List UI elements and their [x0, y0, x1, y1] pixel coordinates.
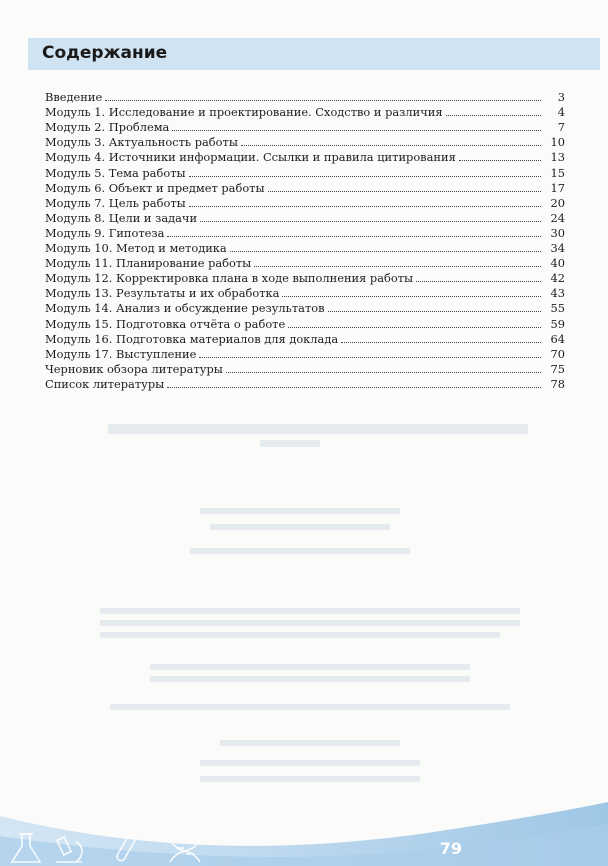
toc-entry-page: 75	[545, 362, 565, 376]
toc-entry	[45, 180, 565, 195]
toc-dot-leader	[226, 372, 541, 373]
toc-dot-leader	[105, 100, 541, 101]
toc-entry-title: Модуль 17. Выступление	[45, 347, 199, 361]
toc-entry-title: Модуль 13. Результаты и их обработка	[45, 286, 282, 300]
toc-entry-page: 7	[545, 120, 565, 134]
toc-entry-title: Модуль 2. Проблема	[45, 120, 172, 134]
toc-entry	[45, 331, 565, 346]
toc-entry	[45, 149, 565, 164]
toc-entry-page: 59	[545, 317, 565, 331]
toc-entry	[45, 300, 565, 315]
toc-entry-page: 13	[545, 150, 565, 164]
toc-dot-leader	[230, 251, 541, 252]
toc-entry	[45, 361, 565, 376]
toc-entry	[45, 134, 565, 149]
toc-entry-page: 17	[545, 181, 565, 195]
toc-dot-leader	[200, 221, 541, 222]
toc-entry-title: Модуль 3. Актуальность работы	[45, 135, 241, 149]
toc-entry-page: 20	[545, 196, 565, 210]
toc-entry	[45, 315, 565, 330]
toc-entry-page: 15	[545, 166, 565, 180]
toc-entry-page: 78	[545, 377, 565, 391]
toc-entry-title: Модуль 16. Подготовка материалов для доклада	[45, 332, 341, 346]
toc-entry-page: 64	[545, 332, 565, 346]
toc-entry-page: 24	[545, 211, 565, 225]
toc-entry	[45, 225, 565, 240]
toc-dot-leader	[167, 387, 541, 388]
toc-entry-title: Модуль 10. Метод и методика	[45, 241, 230, 255]
toc-entry-title: Введение	[45, 90, 105, 104]
toc-dot-leader	[459, 160, 541, 161]
toc-dot-leader	[199, 357, 541, 358]
toc-dot-leader	[288, 327, 541, 328]
toc-entry-page: 40	[545, 256, 565, 270]
toc-dot-leader	[172, 130, 541, 131]
toc-entry	[45, 285, 565, 300]
toc-dot-leader	[446, 115, 541, 116]
toc-entry-page: 55	[545, 301, 565, 315]
toc-entry	[45, 346, 565, 361]
toc-entry	[45, 210, 565, 225]
toc-entry	[45, 195, 565, 210]
footer-wave	[0, 776, 608, 866]
toc-entry	[45, 164, 565, 179]
toc-entry	[45, 255, 565, 270]
toc-entry	[45, 104, 565, 119]
toc-entry-title: Модуль 11. Планирование работы	[45, 256, 254, 270]
toc-entry	[45, 89, 565, 104]
table-of-contents	[45, 89, 565, 391]
toc-dot-leader	[189, 206, 541, 207]
toc-dot-leader	[268, 191, 541, 192]
toc-entry-page: 4	[545, 105, 565, 119]
toc-entry-page: 70	[545, 347, 565, 361]
toc-entry-title: Модуль 5. Тема работы	[45, 166, 189, 180]
toc-dot-leader	[254, 266, 541, 267]
toc-entry-page: 34	[545, 241, 565, 255]
toc-entry-title: Модуль 1. Исследование и проектирование. Сходство и различия	[45, 105, 446, 119]
toc-entry-page: 43	[545, 286, 565, 300]
toc-entry-page: 30	[545, 226, 565, 240]
toc-dot-leader	[241, 145, 541, 146]
toc-dot-leader	[416, 281, 541, 282]
toc-dot-leader	[341, 342, 541, 343]
toc-entry	[45, 270, 565, 285]
toc-entry-title: Модуль 7. Цель работы	[45, 196, 189, 210]
page-number: 79	[439, 839, 462, 858]
toc-entry	[45, 376, 565, 391]
section-title-bar	[28, 38, 600, 70]
toc-entry-page: 42	[545, 271, 565, 285]
toc-entry-title: Модуль 4. Источники информации. Ссылки и правила цитирования	[45, 150, 459, 164]
toc-entry-title: Модуль 15. Подготовка отчёта о работе	[45, 317, 288, 331]
toc-dot-leader	[189, 176, 541, 177]
toc-entry-title: Модуль 12. Корректировка плана в ходе выполнения работы	[45, 271, 416, 285]
toc-entry-title: Модуль 8. Цели и задачи	[45, 211, 200, 225]
toc-entry-title: Список литературы	[45, 377, 167, 391]
toc-entry	[45, 240, 565, 255]
toc-entry-title: Черновик обзора литературы	[45, 362, 226, 376]
toc-dot-leader	[282, 296, 541, 297]
toc-dot-leader	[328, 311, 541, 312]
toc-dot-leader	[167, 236, 541, 237]
page-title: Содержание	[42, 43, 168, 63]
toc-entry-page: 10	[545, 135, 565, 149]
toc-entry-title: Модуль 9. Гипотеза	[45, 226, 167, 240]
toc-entry-title: Модуль 14. Анализ и обсуждение результатов	[45, 301, 328, 315]
toc-entry-title: Модуль 6. Объект и предмет работы	[45, 181, 268, 195]
toc-entry	[45, 119, 565, 134]
toc-entry-page: 3	[545, 90, 565, 104]
